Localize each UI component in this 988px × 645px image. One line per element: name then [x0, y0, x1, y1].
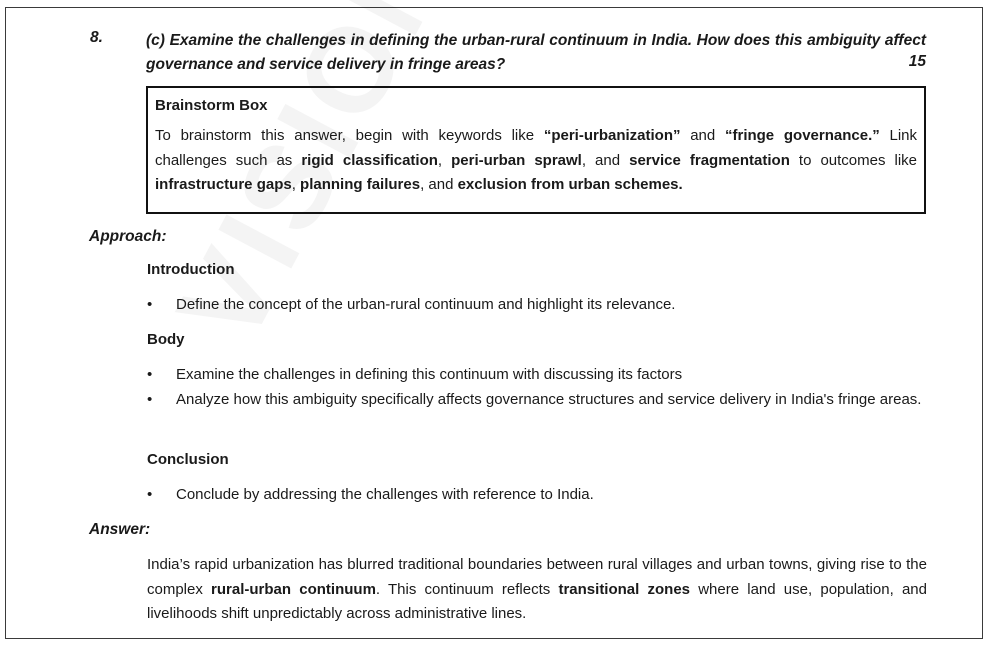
answer-text: India’s rapid urbanization has blurred traditional boundaries between rural villages and urban towns, giving rise to the complex rural-urban continuum. This continuum reflects transitional zones where land use, population, and livelihoods shift unpredictably across administrative lines. — [147, 556, 927, 622]
body-heading: Body — [147, 331, 185, 348]
brainstorm-title: Brainstorm Box — [155, 97, 268, 114]
bullet-icon: • — [147, 296, 153, 313]
bullet-icon: • — [147, 486, 153, 503]
list-item: • Examine the challenges in defining this continuum with discussing its factors — [147, 363, 927, 388]
question-text: (c) Examine the challenges in defining the urban-rural continuum in India. How does this ambiguity affect governance and service delivery in fringe areas? — [146, 32, 926, 73]
brainstorm-box — [146, 86, 926, 214]
brainstorm-text: To brainstorm this answer, begin with keywords like “peri-urbanization” and “fringe governance.” Link challenges such as rigid classification, peri-urban sprawl, and service fragmentation to outcomes like infrastructure gaps, planning failures, and exclusion from urban schemes. — [155, 127, 918, 193]
conclusion-heading: Conclusion — [147, 451, 229, 468]
list-item: • Define the concept of the urban-rural continuum and highlight its relevance. — [147, 293, 927, 318]
question-number: 8. — [90, 29, 103, 46]
answer-label: Answer: — [89, 521, 151, 538]
list-item: • Conclude by addressing the challenges with reference to India. — [147, 483, 927, 508]
bullet-icon: • — [147, 391, 153, 408]
bullet-icon: • — [147, 366, 153, 383]
list-item: • Analyze how this ambiguity specifically affects governance structures and service delivery in India's fringe areas. — [147, 388, 927, 413]
question-marks: 15 — [908, 53, 926, 70]
introduction-heading: Introduction — [147, 261, 235, 278]
approach-label: Approach: — [89, 228, 167, 245]
